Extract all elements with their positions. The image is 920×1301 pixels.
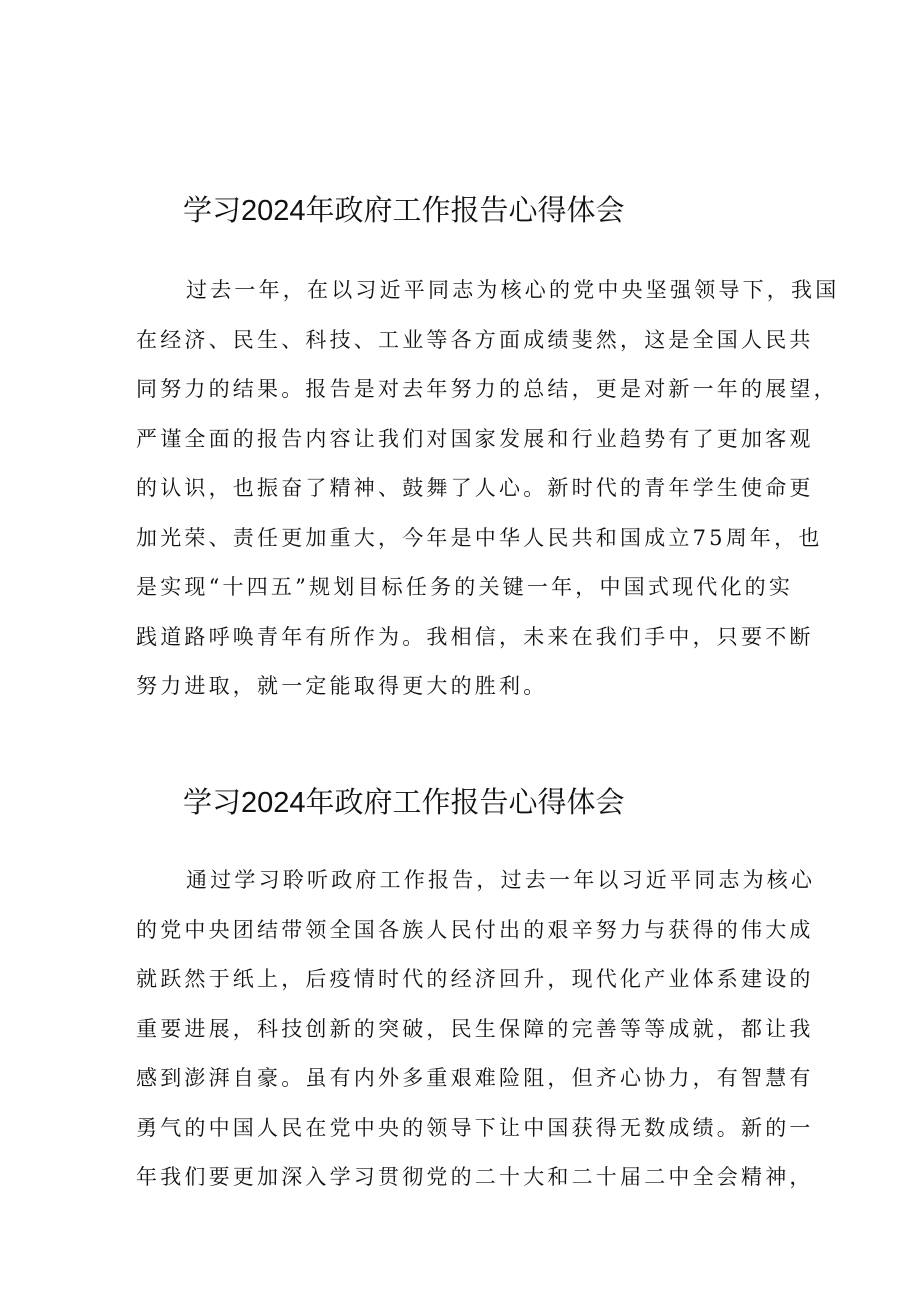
section-title: 学习2024年政府工作报告心得体会 [183, 195, 625, 228]
paragraph-line: 在经济、民生、科技、工业等各方面成绩斐然，这是全国人民共 [136, 327, 814, 352]
paragraph-line: 的党中央团结带领全国各族人民付出的艰辛努力与获得的伟大成 [136, 917, 814, 942]
section-paragraph [136, 862, 816, 1209]
paragraph-line: 是实现“十四五”规划目标任务的关键一年，中国式现代化的实 [136, 575, 794, 599]
section-title: 学习2024年政府工作报告心得体会 [183, 787, 625, 820]
paragraph-line: 同努力的结果。报告是对去年努力的总结，更是对新一年的展望， [136, 377, 838, 401]
paragraph-line: 通过学习聆听政府工作报告，过去一年以习近平同志为核心 [186, 868, 816, 892]
paragraph-line: 努力进取，就一定能取得更大的胜利。 [136, 674, 548, 698]
paragraph-line: 感到澎湃自豪。虽有内外多重艰难险阻，但齐心协力，有智慧有 [136, 1066, 814, 1090]
paragraph-line: 勇气的中国人民在党中央的领导下让中国获得无数成绩。新的一 [136, 1115, 814, 1140]
paragraph-line: 严谨全面的报告内容让我们对国家发展和行业趋势有了更加客观 [136, 426, 814, 451]
paragraph-line: 年我们要更加深入学习贯彻党的二十大和二十届二中全会精神， [136, 1165, 814, 1189]
paragraph-line: 的认识，也振奋了精神、鼓舞了人心。新时代的青年学生使命更 [136, 476, 814, 500]
paragraph-line: 过去一年，在以习近平同志为核心的党中央坚强领导下，我国 [186, 278, 840, 302]
paragraph-line: 践道路呼唤青年有所作为。我相信，未来在我们手中，只要不断 [136, 624, 814, 649]
paragraph-line: 就跃然于纸上，后疫情时代的经济回升，现代化产业体系建设的 [136, 967, 814, 991]
paragraph-line: 重要进展，科技创新的突破，民生保障的完善等等成就，都让我 [136, 1016, 814, 1041]
paragraph-line: 加光荣、责任更加重大，今年是中华人民共和国成立75周年，也 [136, 525, 823, 550]
section-paragraph [136, 272, 840, 718]
